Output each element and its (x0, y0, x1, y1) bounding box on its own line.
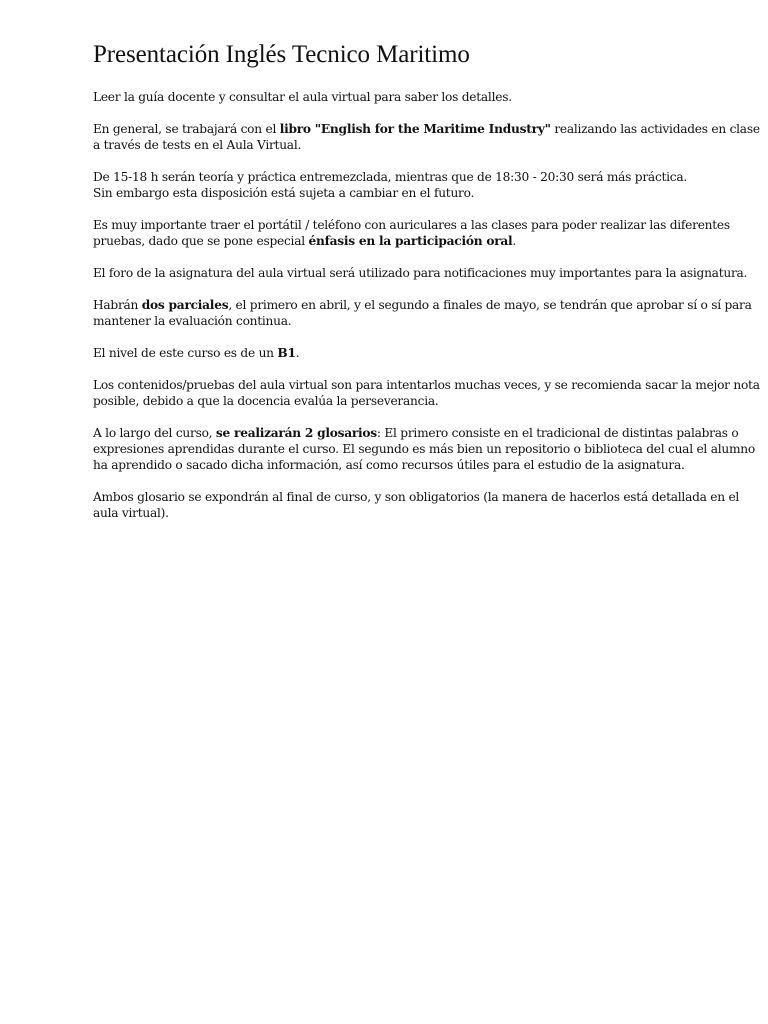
text-segment: realizando las actividades en clase a través de tests en el Aula Virtual. (93, 122, 760, 152)
bold-text: dos parciales (141, 298, 229, 312)
bold-text: se realizarán 2 glosarios (215, 426, 377, 440)
document-body (93, 89, 761, 521)
bold-text: énfasis en la participación oral (308, 234, 513, 248)
paragraph (93, 297, 761, 329)
paragraph (93, 217, 761, 249)
paragraph (93, 377, 761, 409)
text-segment: Leer la guía docente y consultar el aula virtual para saber los detalles. (93, 90, 512, 104)
bold-text: libro "English for the Maritime Industry" (279, 122, 551, 136)
document-title: Presentación Inglés Tecnico Maritimo (93, 41, 470, 68)
text-segment: . (512, 234, 517, 248)
text-segment: En general, se trabajará con el (93, 122, 280, 136)
text-segment: Es muy importante traer el portátil / teléfono con auriculares a las clases para poder realizar las diferentes pruebas, dado que se pone especial (93, 218, 730, 248)
paragraph (93, 489, 761, 521)
text-segment: Sin embargo esta disposición está sujeta a cambiar en el futuro. (93, 186, 475, 200)
paragraph (93, 425, 761, 473)
text-segment: Ambos glosario se expondrán al final de curso, y son obligatorios (la manera de hacerlos está detallada en el aula virtual). (93, 490, 740, 520)
text-segment: A lo largo del curso, (93, 426, 216, 440)
paragraph (93, 265, 761, 281)
paragraph (93, 121, 761, 153)
text-segment: De 15-18 h serán teoría y práctica entremezclada, mientras que de 18:30 - 20:30 será más práctica. (93, 170, 688, 184)
text-segment: . (295, 346, 300, 360)
text-segment: , el primero en abril, y el segundo a finales de mayo, se tendrán que aprobar sí o sí para mantener la evaluación continua. (93, 298, 752, 328)
paragraph (93, 345, 761, 361)
text-segment: : El primero consiste en el tradicional de distintas palabras o expresiones aprendidas durante el curso. El segundo es más bien un repositorio o biblioteca del cual el alumno ha aprendido o sacado dicha información, así como recursos útiles para el estudio de la asignatura. (93, 426, 755, 472)
text-segment: El foro de la asignatura del aula virtual será utilizado para notificaciones muy importantes para la asignatura. (93, 266, 748, 280)
document-page (93, 38, 761, 537)
paragraph (93, 89, 761, 105)
bold-text: B1 (277, 346, 296, 360)
text-segment: Habrán (93, 298, 142, 312)
text-segment: El nivel de este curso es de un (93, 346, 278, 360)
text-segment: Los contenidos/pruebas del aula virtual son para intentarlos muchas veces, y se recomienda sacar la mejor nota posible, debido a que la docencia evalúa la perseverancia. (93, 378, 760, 408)
paragraph (93, 169, 761, 201)
